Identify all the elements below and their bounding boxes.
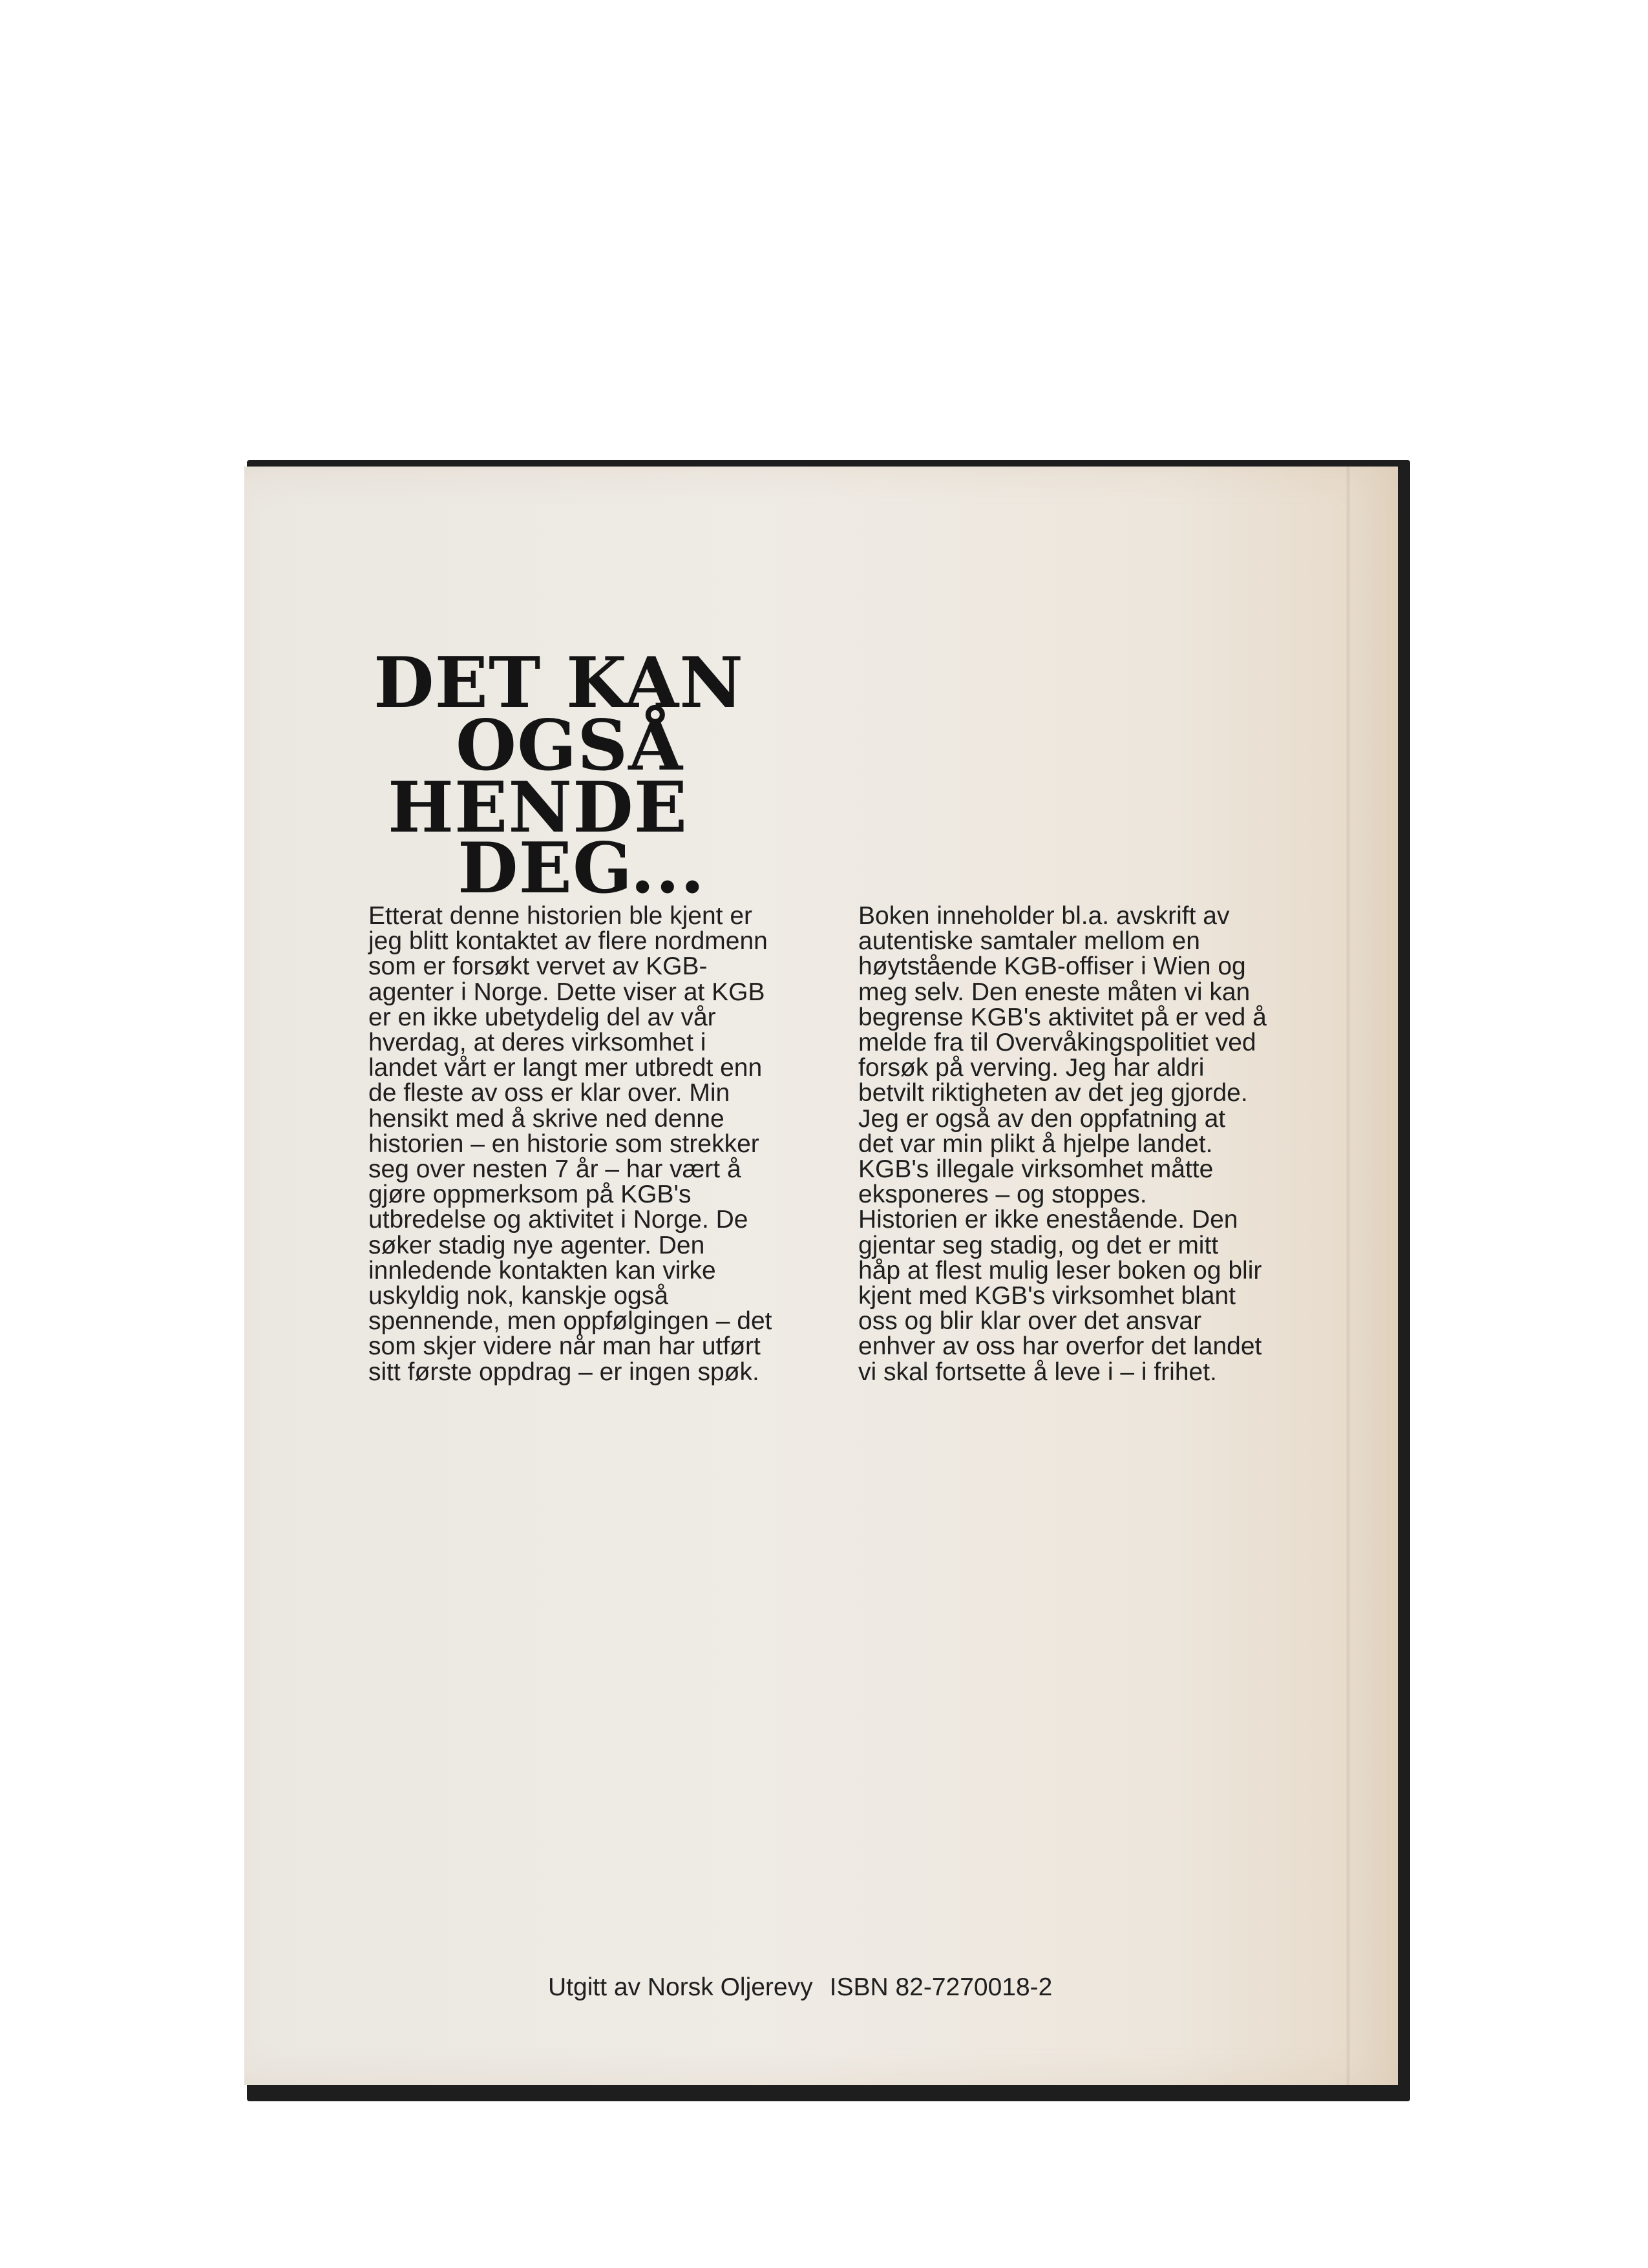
blurb-left-column: Etterat denne historien ble kjent er jeg blitt kontaktet av flere nordmenn som er forsøkt vervet av KGB- agenter i Norge. Dette viser at KGB er en ikke ubetydelig del av vår hverdag, at deres virksomhet i landet vårt er langt mer utbredt enn de fleste av oss er klar over. Min hensikt med å skrive ned denne historien – en historie som strekker seg over nesten 7 år – har vært å gjøre oppmerksom på KGB's utbredelse og aktivitet i Norge. De søker stadig nye agenter. Den innledende kontakten kan virke uskyldig nok, kanskje også spennende, men oppfølgingen – det som skjer videre når man har utført sitt første oppdrag – er ingen spøk. [368, 902, 772, 1386]
headline-line-2: OGSÅ [456, 705, 684, 786]
headline-line-1: DET KAN [374, 642, 744, 724]
headline-line-3: HENDE [388, 767, 688, 848]
headline-line-4: DEG... [458, 828, 706, 909]
isbn-text: ISBN 82-7270018-2 [829, 1973, 1053, 2001]
publisher-footer [548, 1973, 1052, 2002]
blurb-right-column: Boken inneholder bl.a. avskrift av autentiske samtaler mellom en høytstående KGB-offiser i Wien og meg selv. Den eneste måten vi kan begrense KGB's aktivitet på er ved å melde fra til Overvåkingspolitiet ved forsøk på verving. Jeg har aldri betvilt riktigheten av det jeg gjorde. Jeg er også av den oppfatning at det var min plikt å hjelpe landet. KGB's illegale virksomhet måtte eksponeres – og stoppes. Historien er ikke enestående. Den gjentar seg stadig, og det er mitt håp at flest mulig leser boken og blir kjent med KGB's virksomhet blant oss og blir klar over det ansvar enhver av oss har overfor det landet vi skal fortsette å leve i – i frihet. [858, 902, 1267, 1386]
publisher-text: Utgitt av Norsk Oljerevy [548, 1973, 813, 2001]
